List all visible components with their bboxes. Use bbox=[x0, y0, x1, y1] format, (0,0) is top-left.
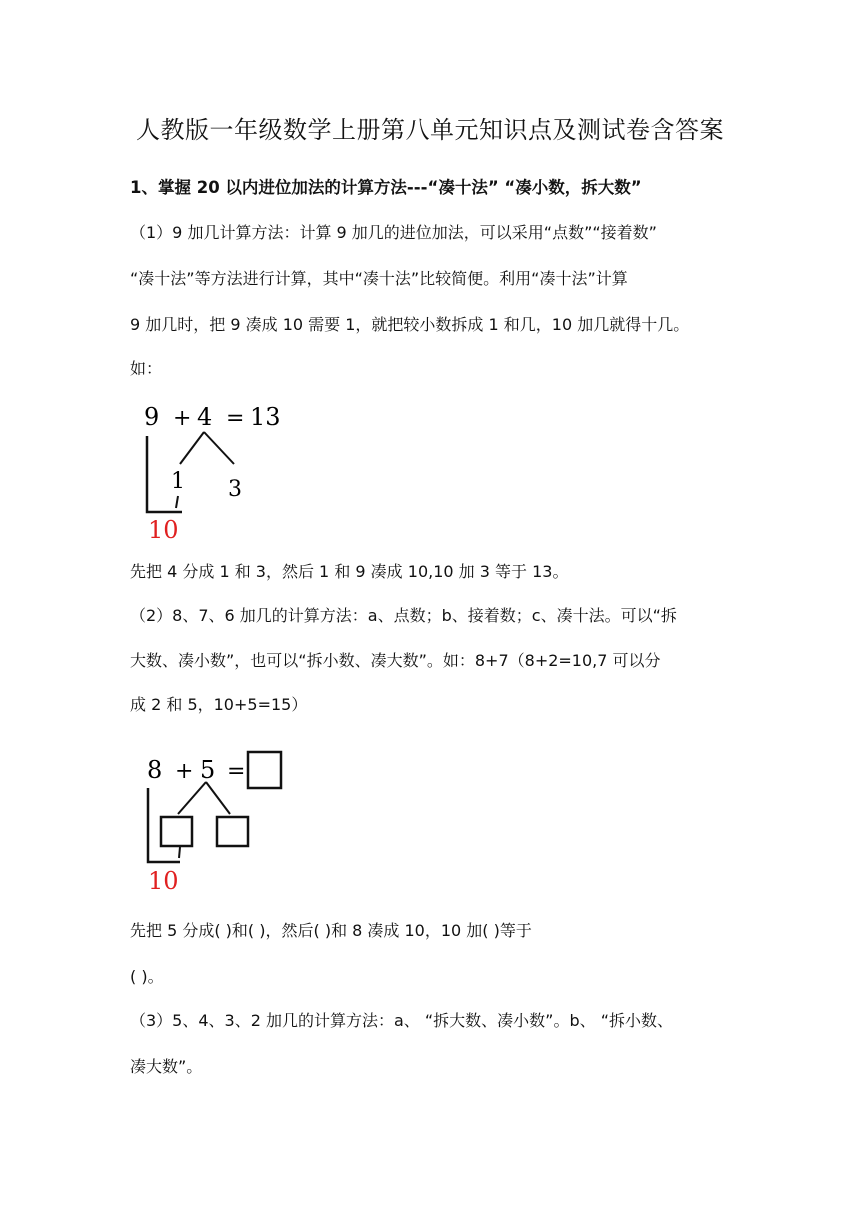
split-branch-right bbox=[206, 782, 230, 814]
addend-b: 4 bbox=[197, 403, 213, 431]
addend-a: 9 bbox=[144, 403, 160, 431]
split-right-box bbox=[217, 817, 248, 846]
addend-b: 5 bbox=[200, 756, 216, 784]
para3-line3: 成 2 和 5，10+5=15） bbox=[130, 695, 308, 714]
plus-sign: + bbox=[175, 759, 194, 784]
para3-line2: 大数、凑小数”，也可以“拆小数、凑大数”。如：8+7（8+2=10,7 可以分 bbox=[130, 651, 661, 670]
ten-label: 10 bbox=[148, 516, 179, 544]
document-title: 人教版一年级数学上册第八单元知识点及测试卷含答案 bbox=[136, 116, 724, 144]
para1-line3: 9 加几时，把 9 凑成 10 需要 1，就把较小数拆成 1 和几，10 加几就得十几。 bbox=[130, 315, 690, 334]
split-branch-left bbox=[178, 782, 206, 814]
para1-line2: “凑十法”等方法进行计算，其中“凑十法”比较简便。利用“凑十法”计算 bbox=[130, 269, 628, 288]
split-left-number: 1 bbox=[171, 469, 185, 494]
make-ten-diagram-2 bbox=[130, 748, 300, 898]
split-branch-left bbox=[180, 432, 204, 464]
para3-line1: （2）8、7、6 加几的计算方法：a、点数；b、接着数；c、凑十法。可以“拆 bbox=[130, 606, 677, 625]
equals-sign: = bbox=[227, 759, 246, 784]
para4-line2: ( )。 bbox=[130, 967, 164, 986]
para1-line4: 如： bbox=[130, 359, 163, 378]
tick-line bbox=[179, 847, 180, 858]
plus-sign: + bbox=[173, 406, 192, 431]
combine-bracket bbox=[148, 788, 180, 862]
make-ten-diagram-1 bbox=[130, 396, 300, 546]
para2: 先把 4 分成 1 和 3，然后 1 和 9 凑成 10,10 加 3 等于 13。 bbox=[130, 562, 569, 581]
tick-line bbox=[176, 496, 178, 508]
para1-line1: （1）9 加几计算方法：计算 9 加几的进位加法，可以采用“点数”“接着数” bbox=[130, 223, 657, 242]
ten-label: 10 bbox=[148, 867, 179, 895]
addend-a: 8 bbox=[147, 756, 163, 784]
split-left-box bbox=[161, 817, 192, 846]
section-heading-1: 1、掌握 20 以内进位加法的计算方法---“凑十法” “凑小数，拆大数” bbox=[130, 178, 642, 197]
para5-line1: （3）5、4、3、2 加几的计算方法：a、 “拆大数、凑小数”。b、 “拆小数、 bbox=[130, 1011, 673, 1030]
para5-line2: 凑大数”。 bbox=[130, 1057, 203, 1076]
split-branch-right bbox=[204, 432, 234, 464]
para4-line1: 先把 5 分成( )和( )，然后( )和 8 凑成 10，10 加( )等于 bbox=[130, 921, 532, 940]
equals-sign: = bbox=[226, 406, 245, 431]
split-right-number: 3 bbox=[228, 477, 242, 502]
sum-result: 13 bbox=[250, 403, 281, 431]
sum-answer-box bbox=[248, 752, 281, 788]
